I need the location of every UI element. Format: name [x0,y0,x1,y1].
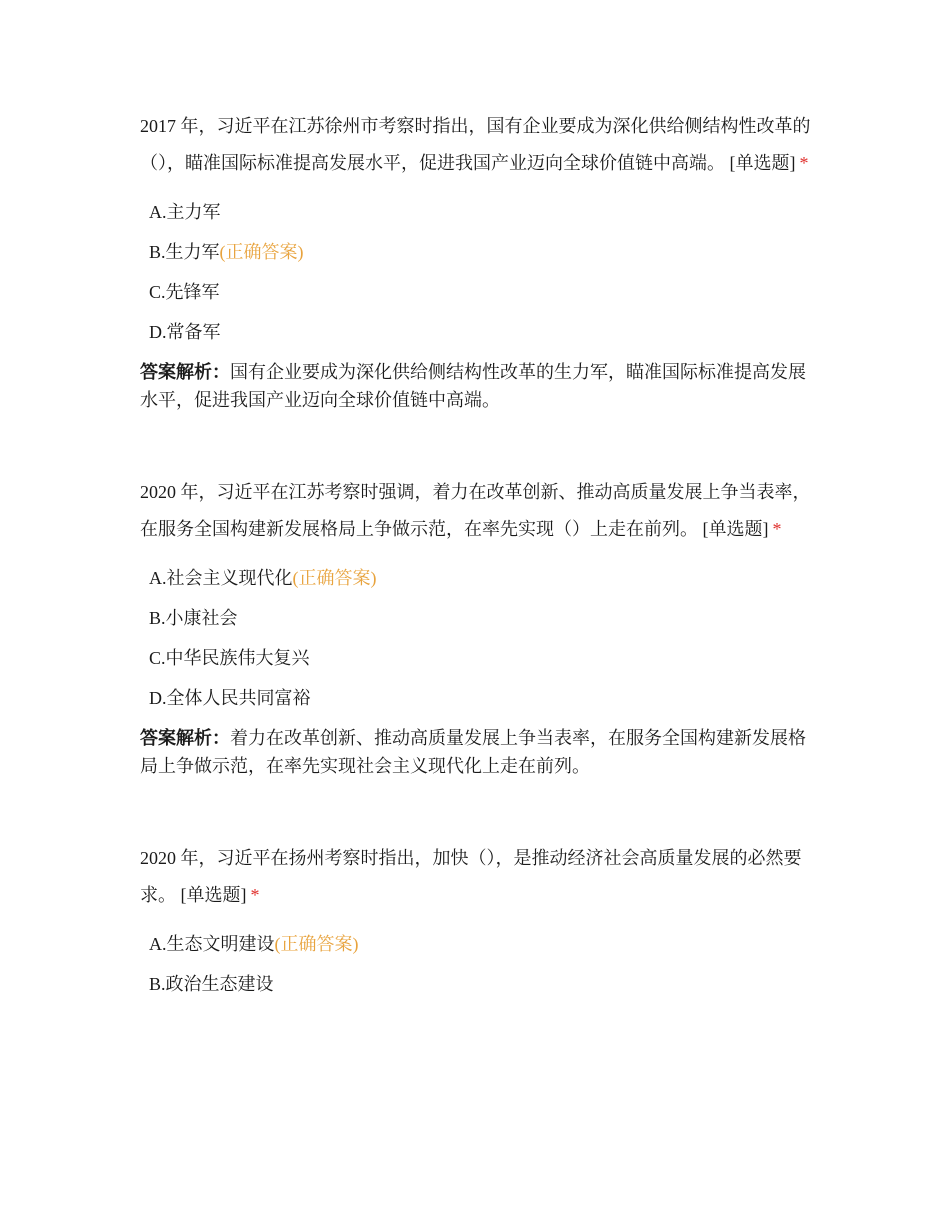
correct-answer-label: (正确答案) [292,568,377,588]
option-b[interactable] [140,964,812,1004]
option-c[interactable] [140,638,812,678]
option-list [140,558,812,718]
option-a[interactable] [140,924,812,964]
required-mark: * [250,885,260,905]
option-text: D.全体人民共同富裕 [149,688,311,708]
question-stem [140,108,812,182]
option-list [140,924,812,1004]
option-text: A.生态文明建设 [149,934,275,954]
question-2 [140,474,812,780]
option-text: D.常备军 [149,322,221,342]
option-text: C.先锋军 [149,282,220,302]
analysis-label: 答案解析： [140,362,230,382]
option-list [140,192,812,352]
question-stem [140,840,812,914]
option-d[interactable] [140,678,812,718]
option-a[interactable] [140,558,812,598]
analysis-text: 着力在改革创新、推动高质量发展上争当表率，在服务全国构建新发展格局上争做示范，在率先实现社会主义现代化上走在前列。 [140,728,806,776]
question-1 [140,108,812,414]
option-b[interactable] [140,598,812,638]
option-a[interactable] [140,192,812,232]
option-text: A.社会主义现代化 [149,568,293,588]
option-text: C.中华民族伟大复兴 [149,648,310,668]
option-text: B.生力军 [149,242,220,262]
option-text: B.政治生态建设 [149,974,274,994]
correct-answer-label: (正确答案) [274,934,359,954]
question-stem [140,474,812,548]
answer-analysis [140,724,812,780]
required-mark: * [799,153,809,173]
analysis-label: 答案解析： [140,728,230,748]
option-d[interactable] [140,312,812,352]
option-text: A.主力军 [149,202,221,222]
question-stem-text: 2017 年，习近平在江苏徐州市考察时指出，国有企业要成为深化供给侧结构性改革的（），瞄准国际标准提高发展水平，促进我国产业迈向全球价值链中高端。 [单选题] [140,116,811,173]
question-stem-text: 2020 年，习近平在江苏考察时强调，着力在改革创新、推动高质量发展上争当表率，在服务全国构建新发展格局上争做示范，在率先实现（）上走在前列。 [单选题] [140,482,811,539]
analysis-text: 国有企业要成为深化供给侧结构性改革的生力军，瞄准国际标准提高发展水平，促进我国产业迈向全球价值链中高端。 [140,362,806,410]
correct-answer-label: (正确答案) [219,242,304,262]
answer-analysis [140,358,812,414]
option-text: B.小康社会 [149,608,238,628]
question-stem-text: 2020 年，习近平在扬州考察时指出，加快（），是推动经济社会高质量发展的必然要求。 [单选题] [140,848,802,905]
required-mark: * [772,519,782,539]
option-b[interactable] [140,232,812,272]
quiz-document [140,108,812,1004]
option-c[interactable] [140,272,812,312]
question-3 [140,840,812,1004]
